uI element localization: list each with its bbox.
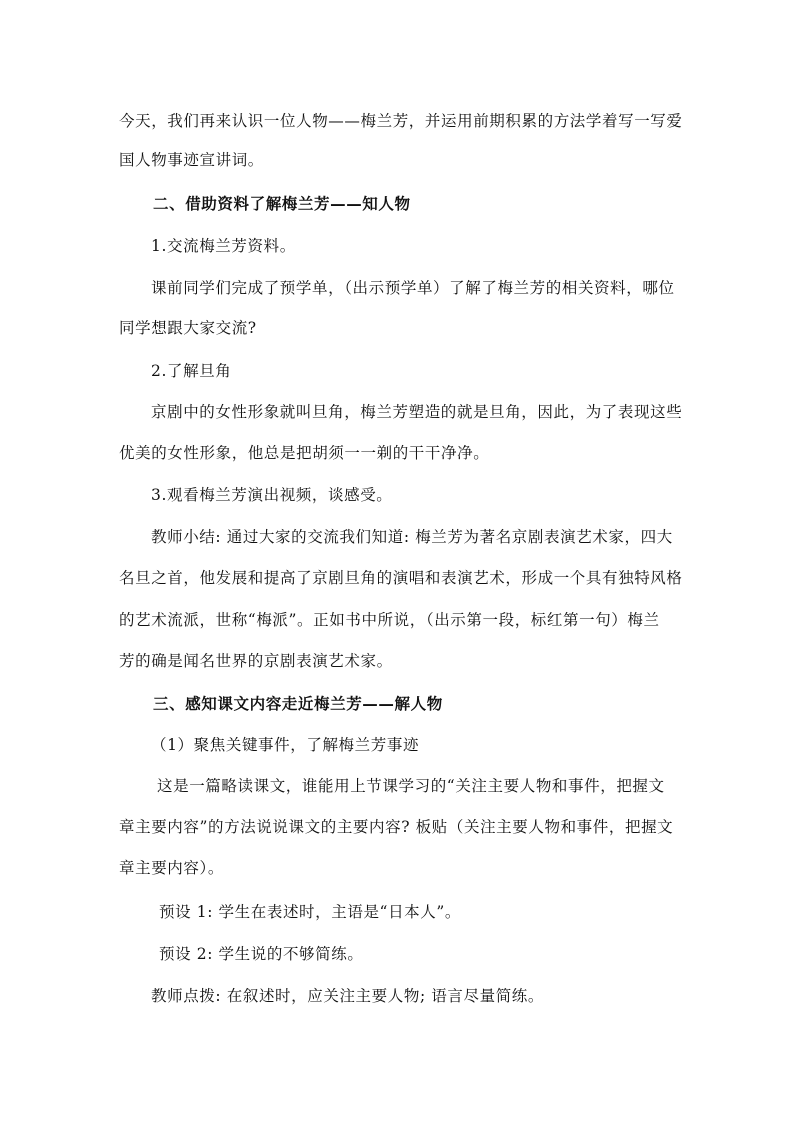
text-line: 1.交流梅兰芳资料。 <box>151 237 296 255</box>
text-line: 教师小结: 通过大家的交流我们知道: 梅兰芳为著名京剧表演艺术家，四大 <box>151 528 673 546</box>
section-heading: 三、感知课文内容走近梅兰芳——解人物 <box>153 695 443 713</box>
section-heading: 二、借助资料了解梅兰芳——知人物 <box>153 195 411 213</box>
text-line: 这是一篇略读课文，谁能用上节课学习的“关注主要人物和事件，把握文 <box>157 777 665 795</box>
text-line: 教师点拨: 在叙述时，应关注主要人物; 语言尽量简练。 <box>151 987 544 1005</box>
text-line: 芳的确是闻名世界的京剧表演艺术家。 <box>119 652 393 670</box>
text-line: 2.了解旦角 <box>151 362 232 380</box>
text-line: 今天，我们再来认识一位人物——梅兰芳，并运用前期积累的方法学着写一写爱 <box>119 112 683 130</box>
text-line: 京剧中的女性形象就叫旦角，梅兰芳塑造的就是旦角，因此，为了表现这些 <box>151 403 683 421</box>
text-line: 国人物事迹宣讲词。 <box>119 151 264 169</box>
text-line: 名旦之首，他发展和提高了京剧旦角的演唱和表演艺术，形成一个具有独特风格 <box>119 569 683 587</box>
text-line: 章主要内容）。 <box>119 859 224 877</box>
text-line: 的艺术流派，世称“梅派”。正如书中所说，（出示第一段，标红第一句）梅兰 <box>119 611 660 629</box>
text-line: 预设 1: 学生在表述时，主语是“日本人”。 <box>159 903 461 921</box>
text-line: （1）聚焦关键事件，了解梅兰芳事迹 <box>151 736 420 754</box>
text-line: 课前同学们完成了预学单，（出示预学单）了解了梅兰芳的相关资料，哪位 <box>151 279 675 297</box>
text-line: 章主要内容”的方法说说课文的主要内容? 板贴（关注主要人物和事件，把握文 <box>119 818 674 836</box>
text-line: 预设 2: 学生说的不够简练。 <box>159 945 364 963</box>
text-line: 3.观看梅兰芳演出视频，谈感受。 <box>151 486 393 504</box>
text-line: 同学想跟大家交流? <box>119 319 257 337</box>
text-line: 优美的女性形象，他总是把胡须一一剃的干干净净。 <box>119 444 490 462</box>
